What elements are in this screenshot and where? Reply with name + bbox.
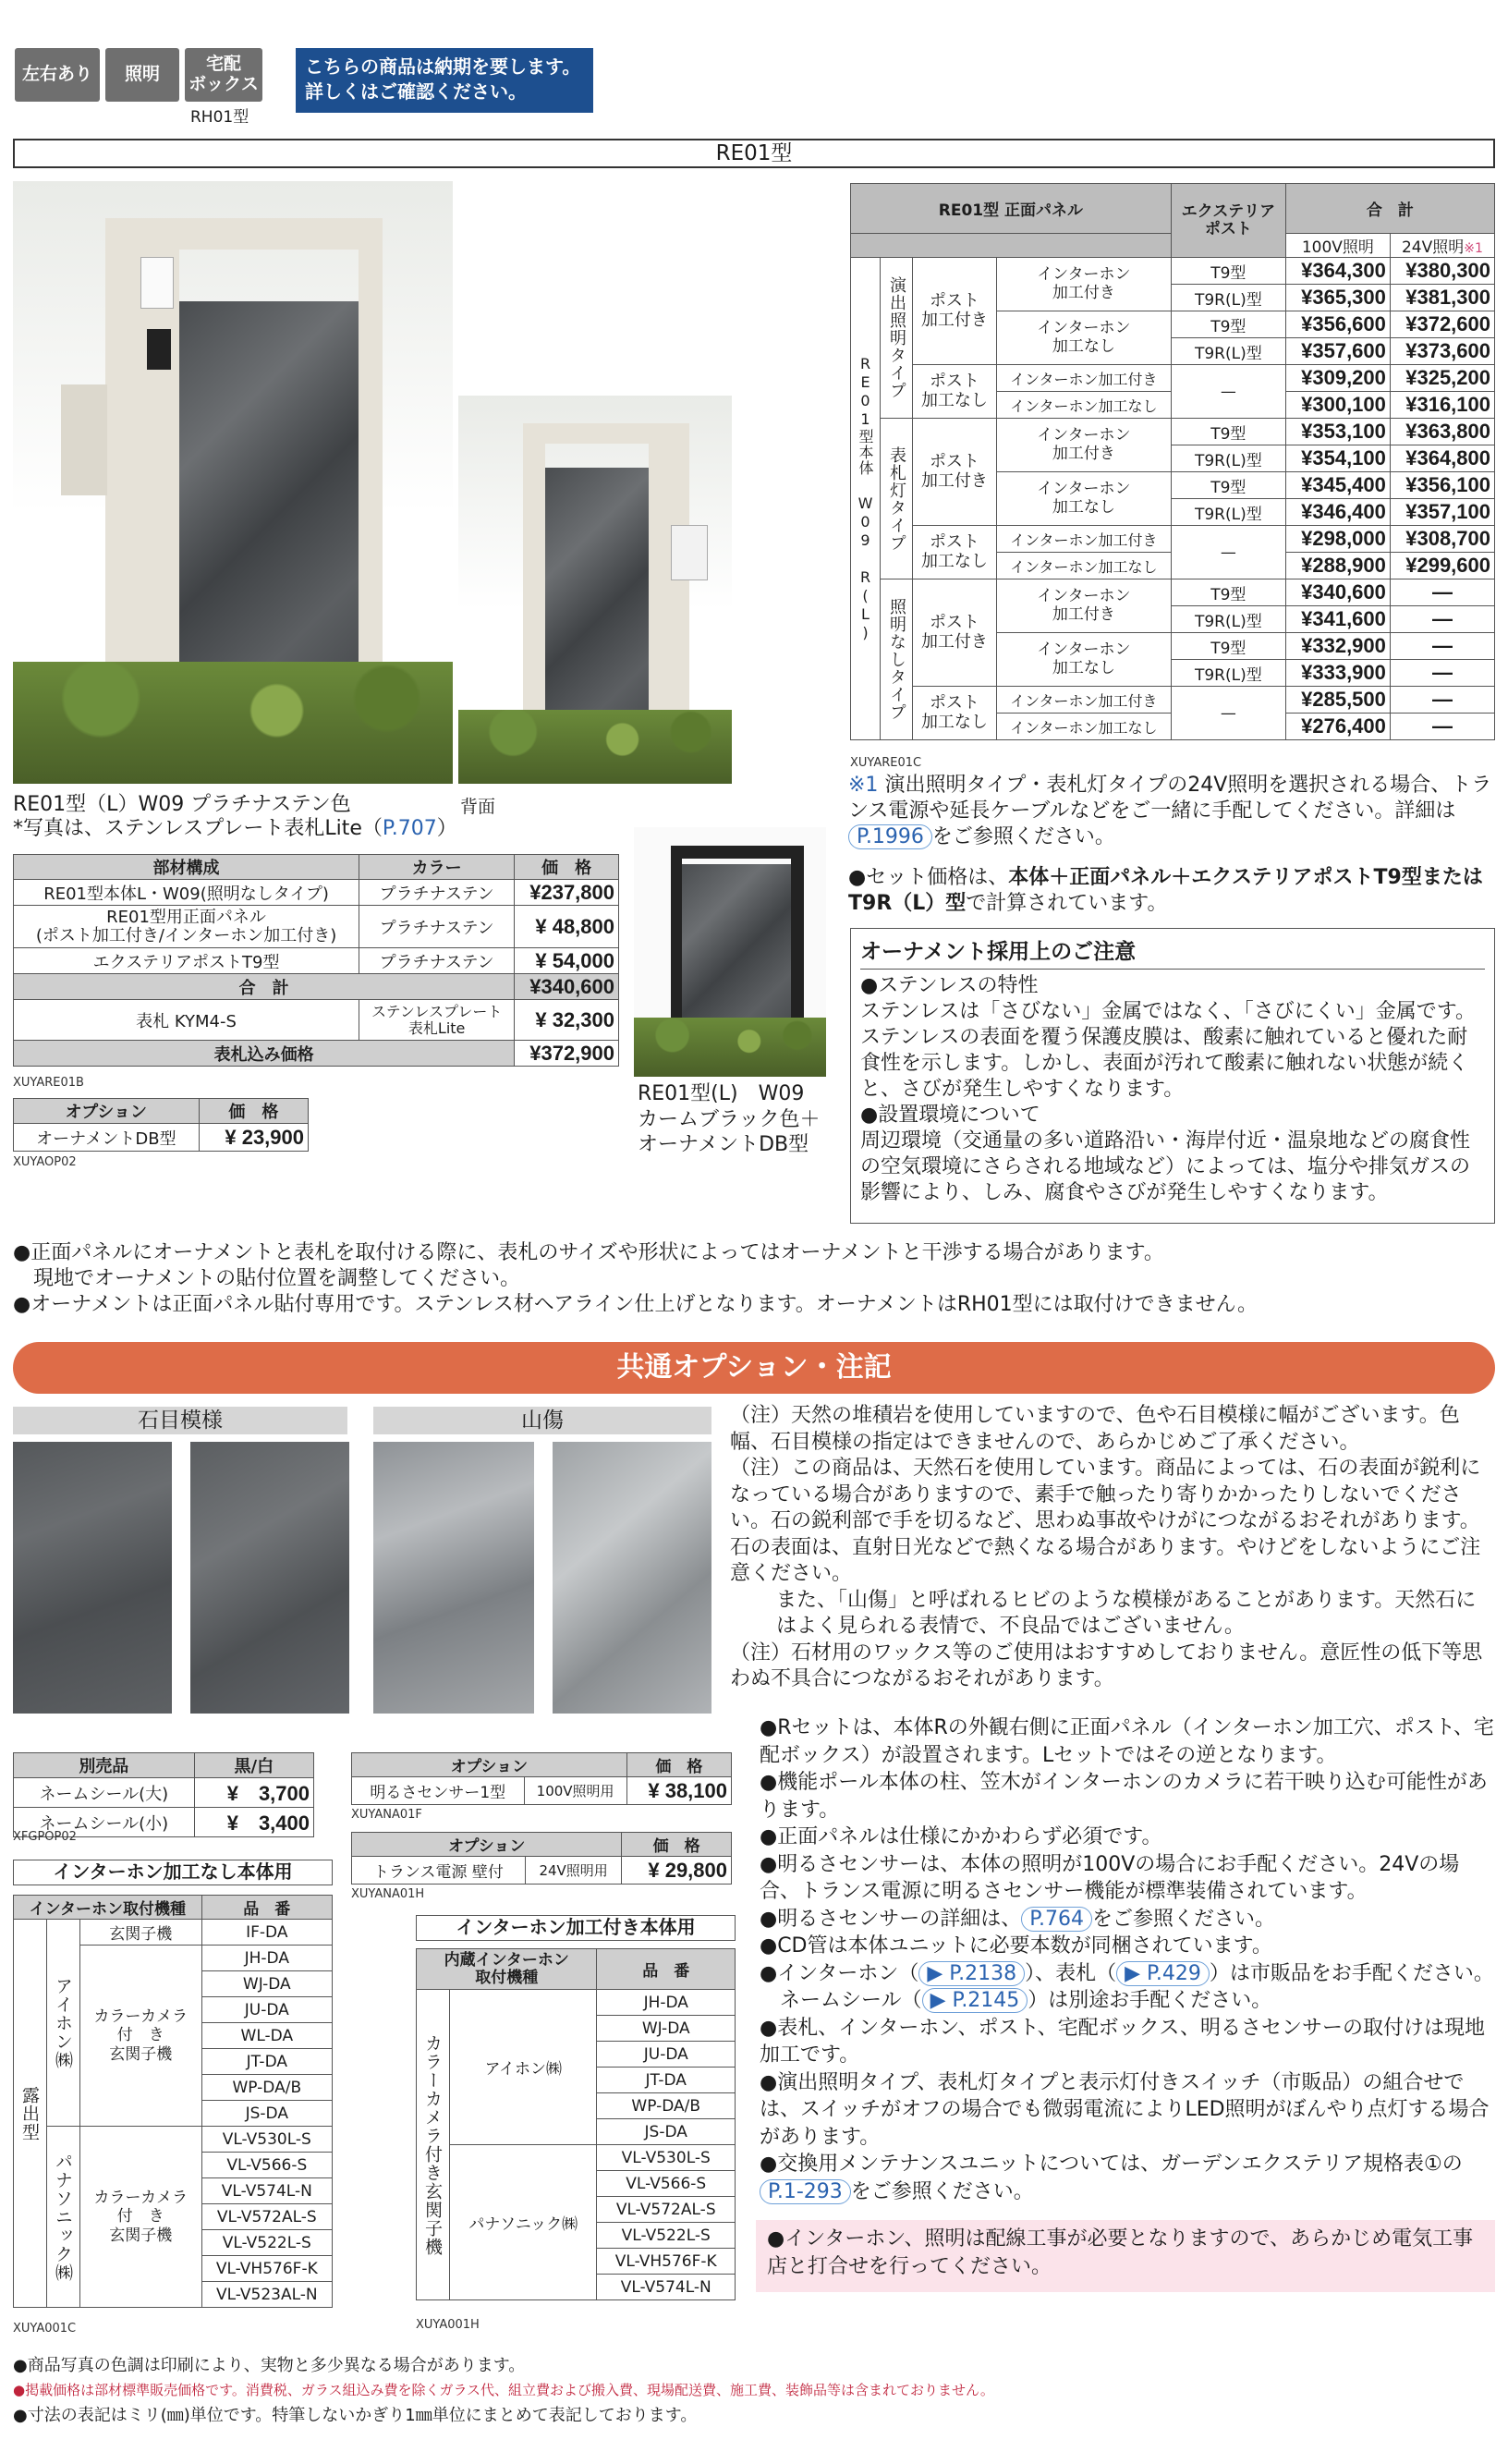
- price-table: [850, 183, 1495, 740]
- post-type: T9型: [1171, 633, 1285, 660]
- intercom-processing: インターホン加工付き: [996, 526, 1171, 553]
- set-note: [848, 865, 1495, 917]
- intercom-processing: インターホン加工なし: [996, 553, 1171, 579]
- post-type: T9R(L)型: [1171, 285, 1285, 311]
- model-number: JT-DA: [597, 2068, 736, 2093]
- trans-table-code: XUYANA01H: [351, 1887, 425, 1901]
- note1-post: をご参照ください。: [931, 825, 1115, 848]
- ns-post: ）は別途お手配ください。: [1028, 1989, 1272, 2012]
- footer-line: ●商品写真の色調は印刷により、実物と多少異なる場合があります。: [13, 2356, 526, 2375]
- intercom-processing: インターホン加工なし: [996, 392, 1171, 419]
- table-row: [14, 1000, 619, 1041]
- price-100v: ¥353,100: [1285, 419, 1390, 445]
- maker-panasonic: パナソニック㈱: [47, 2127, 80, 2308]
- model-number: WP-DA/B: [597, 2093, 736, 2119]
- table-row: [851, 687, 1495, 714]
- option-table-code: XUYAOP02: [13, 1155, 77, 1169]
- parts-price: ¥237,800: [515, 880, 619, 906]
- seal-table: [13, 1752, 314, 1837]
- seal-name: ネームシール(小): [14, 1808, 195, 1837]
- footer-line: ●掲載価格は部材標準販売価格です。消費税、ガラス組込み費を除くガラス代、組立費および搬入費、現場配送費、施工費、装飾品等は含まれておりません。: [13, 2382, 994, 2398]
- seal-price: ¥ 3,400: [194, 1808, 313, 1837]
- post-type: T9R(L)型: [1171, 445, 1285, 472]
- price-100v: ¥276,400: [1285, 714, 1390, 740]
- sensor-table-code: XUYANA01F: [351, 1808, 422, 1822]
- right-bullet: ●表札、インターホン、ポスト、宅配ボックス、明るさセンサーの取付けは現地加工です。: [760, 2016, 1486, 2067]
- table-row: [417, 2145, 736, 2171]
- parts-header-part: 部材構成: [14, 855, 359, 880]
- parts-cell: RE01型本体L・W09(照明なしタイプ): [14, 880, 359, 906]
- device-type: カラーカメラ付き玄関子機: [417, 1990, 450, 2300]
- seal-header-name: 別売品: [14, 1753, 195, 1778]
- price-24v: —: [1390, 579, 1494, 606]
- stone-sample-4: [553, 1442, 711, 1714]
- intercom-processing: インターホン 加工付き: [996, 419, 1171, 472]
- price-24v: ¥357,100: [1390, 499, 1494, 526]
- model-number: VL-V530L-S: [597, 2145, 736, 2171]
- model-number: WJ-DA: [201, 1971, 332, 1997]
- option-name: オーナメントDB型: [14, 1124, 200, 1152]
- model-title-bar: RE01型: [13, 139, 1495, 168]
- ns-pre: ネームシール（: [780, 1989, 922, 2012]
- set-note-bold: 本体＋正面パネル＋エクステリアポストT9型またはT9R（L）型: [848, 866, 1483, 915]
- noih-header-device: インターホン取付機種: [14, 1896, 202, 1920]
- price-24v: ¥325,200: [1390, 365, 1494, 392]
- model-number: VL-V566-S: [597, 2171, 736, 2197]
- delivery-notice: こちらの商品は納期を要します。 詳しくはご確認ください。: [296, 48, 593, 113]
- price-24v: —: [1390, 660, 1494, 687]
- lighting-type: 照明なしタイプ: [881, 579, 913, 740]
- with-intercom-title: インターホン加工付き本体用: [416, 1915, 736, 1941]
- back-photo-caption: 背面: [460, 797, 496, 817]
- price-100v: ¥300,100: [1285, 392, 1390, 419]
- stone-note: また、「山傷」と呼ばれるヒビのような模様があることがあります。天然石にはよく見られる表情で、不良品ではございません。: [776, 1588, 1477, 1638]
- caption-line2-post: ）: [436, 817, 457, 841]
- footer-line: ●寸法の表記はミリ(㎜)単位です。特筆しないかぎり1㎜単位にまとめて表記しております。: [13, 2406, 698, 2425]
- sensor-ref-pre: ●明るさセンサーの詳細は、: [760, 1907, 1022, 1931]
- ornament-bullets: [13, 1240, 1491, 1318]
- stone-note: （注）石材用のワックス等のご使用はおすすめしておりません。意匠性の低下等思わぬ不具合につながるおそれがあります。: [730, 1641, 1483, 1690]
- table-row: [14, 906, 619, 948]
- right-bullet-intercom: [760, 1960, 1495, 1988]
- price-24v: —: [1390, 687, 1494, 714]
- price-24v: ¥380,300: [1390, 258, 1494, 285]
- parts-cell: RE01型用正面パネル (ポスト加工付き/インターホン加工付き): [14, 906, 359, 948]
- caption-ref-p707[interactable]: P.707: [382, 817, 437, 841]
- trans-type: 24V照明用: [525, 1857, 621, 1885]
- back-product-photo: [458, 396, 732, 784]
- model-number: VL-V572AL-S: [201, 2204, 332, 2230]
- price-100v: ¥345,400: [1285, 472, 1390, 499]
- price-24v: —: [1390, 714, 1494, 740]
- sensor-ref-p764[interactable]: P.764: [1021, 1907, 1092, 1932]
- price-header-100v: 100V照明: [1285, 234, 1390, 258]
- footer: [13, 2353, 1491, 2428]
- caption-line2: [13, 817, 457, 841]
- price-100v: ¥333,900: [1285, 660, 1390, 687]
- tag-left-right: 左右あり: [15, 48, 100, 102]
- model-number: VL-V523AL-N: [201, 2282, 332, 2308]
- post-type: T9型: [1171, 472, 1285, 499]
- option-header-price: 価 格: [199, 1099, 308, 1124]
- seal-price: ¥ 3,700: [194, 1778, 313, 1808]
- ornament-line: ●ステンレスの特性: [860, 974, 1039, 997]
- price-100v: ¥346,400: [1285, 499, 1390, 526]
- table-row: [851, 526, 1495, 553]
- lighting-type: 演出照明タイプ: [881, 258, 913, 419]
- price-100v: ¥356,600: [1285, 311, 1390, 338]
- sensor-ref-post: をご参照ください。: [1092, 1907, 1276, 1931]
- option-table: [13, 1098, 309, 1152]
- post-type: —: [1171, 365, 1285, 419]
- price-24v: ¥381,300: [1390, 285, 1494, 311]
- table-row: [417, 1990, 736, 2016]
- post-processing: ポスト 加工付き: [913, 419, 997, 526]
- price-100v: ¥332,900: [1285, 633, 1390, 660]
- note1: [848, 773, 1495, 850]
- stone-sample-2: [190, 1442, 349, 1714]
- trans-price: ¥ 29,800: [622, 1857, 732, 1885]
- model-number: VL-V574L-N: [201, 2178, 332, 2204]
- parts-cell: プラチナステン: [359, 948, 515, 974]
- seal-name: ネームシール(大): [14, 1778, 195, 1808]
- table-row: [14, 1920, 333, 1946]
- price-100v: ¥309,200: [1285, 365, 1390, 392]
- seal-ref-p2145[interactable]: ▶ P.2145: [922, 1988, 1028, 2013]
- seal-table-code: XFGPOP02: [13, 1830, 77, 1844]
- right-bullet-sensor: [760, 1906, 1495, 1933]
- bullet: ●正面パネルにオーナメントと表札を取付ける際に、表札のサイズや形状によってはオーナメントと干渉する場合があります。: [13, 1241, 1164, 1264]
- maker-aiphone: アイホン㈱: [47, 1920, 80, 2127]
- trans-name: トランス電源 壁付: [352, 1857, 526, 1885]
- tag-sub-rh01: RH01型: [190, 108, 249, 127]
- price-24v: ¥363,800: [1390, 419, 1494, 445]
- price-24v: ¥356,100: [1390, 472, 1494, 499]
- right-bullet: ●正面パネルは仕様にかかわらず必須です。: [760, 1825, 1162, 1848]
- post-type: T9型: [1171, 419, 1285, 445]
- model-number: JU-DA: [201, 1997, 332, 2023]
- model-number: JH-DA: [201, 1946, 332, 1971]
- stone-label-yamakizu: 山傷: [373, 1407, 711, 1434]
- main-photo-caption: [13, 793, 457, 842]
- device-type: カラーカメラ 付 き 玄関子機: [80, 2127, 202, 2308]
- with-intercom-code: XUYA001H: [416, 2318, 480, 2332]
- sensor-type: 100V照明用: [524, 1777, 626, 1805]
- main-product-photo: [13, 181, 453, 784]
- post-type: T9R(L)型: [1171, 660, 1285, 687]
- caption-line1: RE01型（L）W09 プラチナステン色: [13, 793, 351, 816]
- right-bullet: ●演出照明タイプ、表札灯タイプと表示灯付きスイッチ（市販品）の組合せでは、スイッチがオフの場合でも微弱電流によりLED照明がぼんやり点灯する場合があります。: [760, 2070, 1490, 2149]
- price-100v: ¥298,000: [1285, 526, 1390, 553]
- model-number: VL-V530L-S: [201, 2127, 332, 2153]
- price-header-24v: [1390, 234, 1494, 258]
- price-100v: ¥364,300: [1285, 258, 1390, 285]
- intercom-processing: インターホン 加工なし: [996, 472, 1171, 526]
- price-header-post: エクステリア ポスト: [1171, 184, 1285, 258]
- ornament-line: ●設置環境について: [860, 1104, 1040, 1127]
- right-bullet: ●機能ポール本体の柱、笠木がインターホンのカメラに若干映り込む可能性があります。: [760, 1771, 1488, 1822]
- nameplate-label: 表札 KYM4-S: [14, 1000, 359, 1041]
- post-processing: ポスト 加工なし: [913, 365, 997, 419]
- price-header-blank: [851, 234, 1172, 258]
- nameplate-ref-p429[interactable]: ▶ P.429: [1116, 1961, 1210, 1986]
- device-type: 玄関子機: [80, 1920, 202, 1946]
- stone-sample-1: [13, 1442, 172, 1714]
- price-24v: ¥372,600: [1390, 311, 1494, 338]
- bullet: ●オーナメントは正面パネル貼付専用です。ステンレス材ヘアライン仕上げとなります。オーナメントはRH01型には取付けできません。: [13, 1293, 1258, 1316]
- set-note-post: で計算されています。: [966, 892, 1168, 915]
- nameplate-price: ¥ 32,300: [515, 1000, 619, 1041]
- price-100v: ¥285,500: [1285, 687, 1390, 714]
- note1-mark: ※1: [848, 774, 879, 797]
- stone-notes: [730, 1403, 1495, 1693]
- note1-ref[interactable]: P.1996: [848, 824, 932, 849]
- parts-cell: プラチナステン: [359, 906, 515, 948]
- model-number: JS-DA: [597, 2119, 736, 2145]
- option-header-name: オプション: [14, 1099, 200, 1124]
- post-processing: ポスト 加工なし: [913, 687, 997, 740]
- wih-header-model: 品 番: [597, 1949, 736, 1990]
- post-processing: ポスト 加工なし: [913, 526, 997, 579]
- model-number: JH-DA: [597, 1990, 736, 2016]
- stone-note: （注）天然の堆積岩を使用していますので、色や石目模様に幅がございます。色幅、石目模様の指定はできませんので、あらかじめご了承ください。: [730, 1404, 1460, 1454]
- table-row: [851, 579, 1495, 606]
- post-type: T9型: [1171, 311, 1285, 338]
- intercom-ref-p2138[interactable]: ▶ P.2138: [918, 1961, 1025, 1986]
- parts-total-price: ¥340,600: [515, 974, 619, 1000]
- intercom-processing: インターホン 加工なし: [996, 633, 1171, 687]
- price-100v: ¥365,300: [1285, 285, 1390, 311]
- model-number: JS-DA: [201, 2101, 332, 2127]
- price-24v: —: [1390, 606, 1494, 633]
- post-processing: ポスト 加工付き: [913, 258, 997, 365]
- intercom-processing: インターホン 加工なし: [996, 311, 1171, 365]
- table-row: [851, 365, 1495, 392]
- model-number: JU-DA: [597, 2042, 736, 2068]
- model-number: IF-DA: [201, 1920, 332, 1946]
- ornament-line: ステンレスは「さびない」金属ではなく、「さびにくい」金属です。ステンレスの表面を覆う保護皮膜は、酸素に触れていると優れた耐食性を示します。しかし、表面が汚れて酸素に触れない状態が続くと、さびが発生しやすくなります。: [860, 1000, 1477, 1101]
- maker-panasonic: パナソニック㈱: [450, 2145, 597, 2300]
- tag-delivery-box: 宅配 ボックス: [185, 48, 262, 102]
- price-header-panel: RE01型 正面パネル: [851, 184, 1172, 234]
- no-intercom-table: [13, 1895, 333, 2308]
- intercom-processing: インターホン 加工付き: [996, 579, 1171, 633]
- price-24v: ¥299,600: [1390, 553, 1494, 579]
- ih-pre: ●インターホン（: [760, 1961, 919, 1985]
- price-100v: ¥354,100: [1285, 445, 1390, 472]
- parts-price: ¥ 54,000: [515, 948, 619, 974]
- bullet: 現地でオーナメントの貼付位置を調整してください。: [13, 1267, 521, 1290]
- maint-post: をご参照ください。: [850, 2179, 1034, 2203]
- option-price: ¥ 23,900: [199, 1124, 308, 1152]
- post-type: —: [1171, 687, 1285, 740]
- parts-header-price: 価 格: [515, 855, 619, 880]
- lighting-type: 表札灯タイプ: [881, 419, 913, 579]
- model-number: VL-VH576F-K: [201, 2256, 332, 2282]
- stone-label-pattern: 石目模様: [13, 1407, 347, 1434]
- sensor-table: [351, 1752, 732, 1805]
- maint-ref-p1-293[interactable]: P.1-293: [760, 2179, 851, 2204]
- ornament-line: 周辺環境（交通量の多い道路沿い・海岸付近・温泉地などの腐食性の空気環境にさらされる地域など）によっては、塩分や排気ガスの影響により、しみ、腐食やさびが発生しやすくなります。: [860, 1129, 1471, 1204]
- parts-price: ¥ 48,800: [515, 906, 619, 948]
- intercom-processing: インターホン加工付き: [996, 365, 1171, 392]
- intercom-processing: インターホン 加工付き: [996, 258, 1171, 311]
- price-header-24v-note: ※1: [1464, 241, 1483, 256]
- no-intercom-code: XUYA001C: [13, 2322, 77, 2336]
- caption-line2-pre: *写真は、ステンレスプレート表札Lite（: [13, 817, 383, 841]
- model-number: VL-V574L-N: [597, 2275, 736, 2300]
- exposed-type: 露出型: [14, 1920, 47, 2308]
- tag-lighting: 照明: [105, 48, 179, 102]
- price-24v: ¥364,800: [1390, 445, 1494, 472]
- incl-price: ¥372,900: [515, 1041, 619, 1067]
- model-number: VL-V566-S: [201, 2153, 332, 2178]
- price-100v: ¥357,600: [1285, 338, 1390, 365]
- stone-note: （注）この商品は、天然石を使用しています。商品によっては、石の表面が鋭利になっている場合がありますので、素手で触ったり寄りかかったりしないでください。石の鋭利部で手を切るなど、思わぬ事故やけがにつながるおそれがあります。石の表面は、直射日光などで熱くなる場合があります。やけどをしないようにご注意ください。: [730, 1457, 1481, 1585]
- price-100v: ¥288,900: [1285, 553, 1390, 579]
- parts-cell: プラチナステン: [359, 880, 515, 906]
- post-processing: ポスト 加工付き: [913, 579, 997, 687]
- set-note-pre: ●セット価格は、: [848, 866, 1009, 889]
- price-100v: ¥341,600: [1285, 606, 1390, 633]
- maker-aiphone: アイホン㈱: [450, 1990, 597, 2145]
- post-type: T9R(L)型: [1171, 499, 1285, 526]
- price-100v: ¥340,600: [1285, 579, 1390, 606]
- common-options-banner: 共通オプション・注記: [13, 1342, 1495, 1394]
- black-photo-caption: RE01型(L) W09 カームブラック色＋ オーナメントDB型: [638, 1082, 821, 1156]
- no-intercom-title: インターホン加工なし本体用: [13, 1860, 333, 1885]
- model-number: WJ-DA: [597, 2016, 736, 2042]
- note1-text: 演出照明タイプ・表札灯タイプの24V照明を選択される場合、トランス電源や延長ケーブルなどをご一緒に手配してください。詳細は: [848, 774, 1492, 823]
- wiring-note: ●インターホン、照明は配線工事が必要となりますので、あらかじめ電気工事店と打合せを行ってください。: [756, 2220, 1495, 2292]
- model-number: JT-DA: [201, 2049, 332, 2075]
- right-bullet: ●Rセットは、本体Rの外観右側に正面パネル（インターホン加工穴、ポスト、宅配ボックス）が設置されます。Lセットではその逆となります。: [760, 1716, 1494, 1767]
- table-row: [14, 948, 619, 974]
- intercom-processing: インターホン加工なし: [996, 714, 1171, 740]
- table-row: [851, 419, 1495, 445]
- price-24v: ¥373,600: [1390, 338, 1494, 365]
- ih-mid: ）、表札（: [1025, 1961, 1117, 1985]
- with-intercom-table: [416, 1948, 736, 2300]
- noih-header-model: 品 番: [201, 1896, 332, 1920]
- model-number: VL-V522L-S: [201, 2230, 332, 2256]
- right-bullet: ●明るさセンサーは、本体の照明が100Vの場合にお手配ください。24Vの場合、トランス電源に明るさセンサー機能が標準装備されています。: [760, 1852, 1460, 1903]
- parts-table: [13, 854, 619, 1067]
- post-type: T9型: [1171, 579, 1285, 606]
- trans-header-name: オプション: [352, 1833, 622, 1857]
- parts-header-color: カラー: [359, 855, 515, 880]
- post-type: T9型: [1171, 258, 1285, 285]
- price-body: [851, 258, 1495, 740]
- incl-label: 表札込み価格: [14, 1041, 515, 1067]
- seal-header-price: 黒/白: [194, 1753, 313, 1778]
- post-type: T9R(L)型: [1171, 338, 1285, 365]
- sensor-header-price: 価 格: [626, 1753, 731, 1777]
- price-24v: ¥308,700: [1390, 526, 1494, 553]
- parts-table-code: XUYARE01B: [13, 1076, 84, 1090]
- model-number: WP-DA/B: [201, 2075, 332, 2101]
- trans-table: [351, 1832, 732, 1885]
- body-label: RE01型本体 W09 R(L): [851, 258, 881, 740]
- post-type: —: [1171, 526, 1285, 579]
- sensor-name: 明るさセンサー1型: [352, 1777, 525, 1805]
- parts-total-label: 合 計: [14, 974, 515, 1000]
- model-number: VL-V572AL-S: [597, 2197, 736, 2223]
- model-number: WL-DA: [201, 2023, 332, 2049]
- table-row: [14, 2127, 333, 2153]
- black-product-photo: [634, 827, 826, 1077]
- price-24v: ¥316,100: [1390, 392, 1494, 419]
- ornament-box-title: オーナメント採用上のご注意: [860, 934, 1485, 970]
- trans-header-price: 価 格: [622, 1833, 732, 1857]
- price-table-code: XUYARE01C: [850, 756, 922, 770]
- intercom-processing: インターホン加工付き: [996, 687, 1171, 714]
- stone-sample-3: [373, 1442, 534, 1714]
- parts-cell: エクステリアポストT9型: [14, 948, 359, 974]
- table-row: [14, 880, 619, 906]
- device-type: カラーカメラ 付 き 玄関子機: [80, 1946, 202, 2127]
- wih-header-device: 内蔵インターホン 取付機種: [417, 1949, 597, 1990]
- price-header-24v-label: 24V照明: [1401, 238, 1465, 257]
- table-row: [851, 258, 1495, 285]
- right-bullets: [760, 1714, 1495, 2205]
- price-header-total: 合 計: [1285, 184, 1494, 234]
- model-number: VL-VH576F-K: [597, 2249, 736, 2275]
- sensor-price: ¥ 38,100: [626, 1777, 731, 1805]
- model-number: VL-V522L-S: [597, 2223, 736, 2249]
- sensor-header-name: オプション: [352, 1753, 627, 1777]
- maint-pre: ●交換用メンテナンスユニットについては、ガーデンエクステリア規格表①の: [760, 2153, 1463, 2176]
- right-bullet-maint: [760, 2151, 1495, 2205]
- ih-mid2: ）は市販品をお手配ください。: [1209, 1961, 1494, 1985]
- nameplate-color: ステンレスプレート 表札Lite: [359, 1000, 515, 1041]
- right-bullet: ●CD管は本体ユニットに必要本数が同梱されています。: [760, 1934, 1272, 1958]
- right-bullet-seal: [760, 1987, 1495, 2015]
- price-24v: —: [1390, 633, 1494, 660]
- ornament-box: [850, 928, 1495, 1224]
- post-type: T9R(L)型: [1171, 606, 1285, 633]
